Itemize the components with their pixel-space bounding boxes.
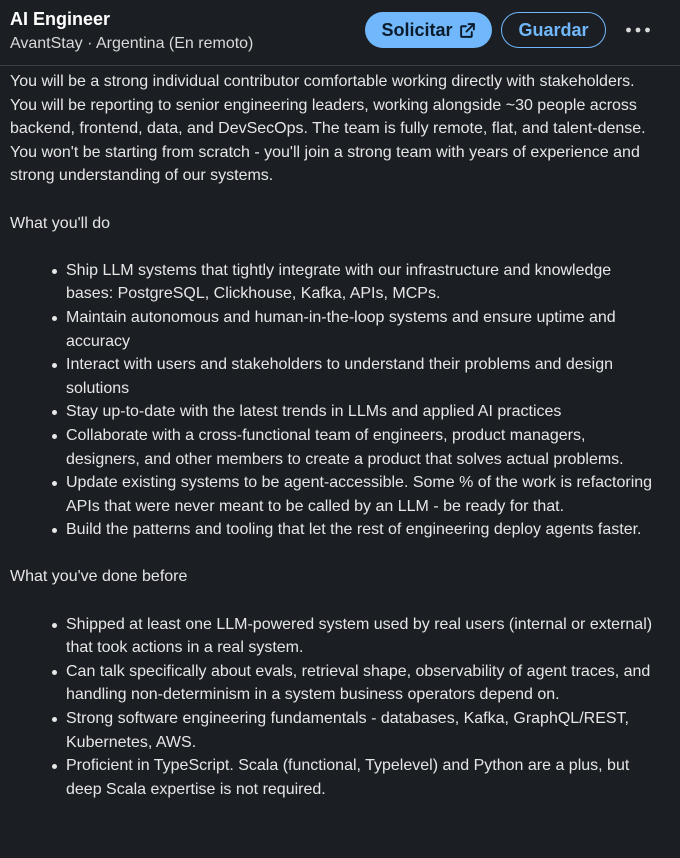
- list-item: Interact with users and stakeholders to understand their problems and design solutions: [66, 353, 660, 400]
- intro-paragraph: You will be a strong individual contributor comfortable working directly with stakeholders. You will be reporting to senior engineering leaders, working alongside ~30 people across backend, frontend, data, and DevSecOps. The team is fully remote, flat, and talent-dense. You won't be starting from scratch - you'll join a strong team with years of experience and strong understanding of our systems.: [10, 73, 646, 185]
- experience-list: [10, 613, 660, 802]
- list-item: Can talk specifically about evals, retrieval shape, observability of agent traces, and handling non-determinism in a system business operators depend on.: [66, 660, 660, 707]
- section-heading-responsibilities: What you'll do: [10, 214, 110, 232]
- list-item: Maintain autonomous and human-in-the-loop systems and ensure uptime and accuracy: [66, 306, 660, 353]
- list-item: Shipped at least one LLM-powered system used by real users (internal or external) that took actions in a real system.: [66, 613, 660, 660]
- list-item: Strong software engineering fundamentals - databases, Kafka, GraphQL/REST, Kubernetes, AWS.: [66, 707, 660, 754]
- list-item: Ship LLM systems that tightly integrate with our infrastructure and knowledge bases: PostgreSQL, Clickhouse, Kafka, APIs, MCPs.: [66, 259, 660, 306]
- list-item: Stay up-to-date with the latest trends in LLMs and applied AI practices: [66, 400, 660, 424]
- apply-button-label: Solicitar: [381, 19, 453, 40]
- job-title: AI Engineer: [10, 9, 111, 29]
- save-button[interactable]: Guardar: [501, 12, 606, 48]
- list-item: Collaborate with a cross-functional team of engineers, product managers, designers, and other members to create a product that solves actual problems.: [66, 424, 660, 471]
- responsibilities-list: [10, 259, 660, 542]
- job-description: [10, 70, 660, 801]
- job-header: [0, 0, 680, 66]
- more-options-button[interactable]: [620, 14, 656, 46]
- apply-button[interactable]: [365, 12, 492, 48]
- external-link-icon: [459, 22, 476, 39]
- list-item: Build the patterns and tooling that let the rest of engineering deploy agents faster.: [66, 518, 660, 542]
- section-heading-experience: What you've done before: [10, 568, 188, 586]
- list-item: Proficient in TypeScript. Scala (functional, Typelevel) and Python are a plus, but deep Scala expertise is not required.: [66, 754, 660, 801]
- company-location: AvantStay · Argentina (En remoto): [10, 35, 254, 52]
- list-item: Update existing systems to be agent-accessible. Some % of the work is refactoring APIs that were never meant to be called by an LLM - be ready for that.: [66, 471, 660, 518]
- more-horizontal-icon: [625, 21, 651, 39]
